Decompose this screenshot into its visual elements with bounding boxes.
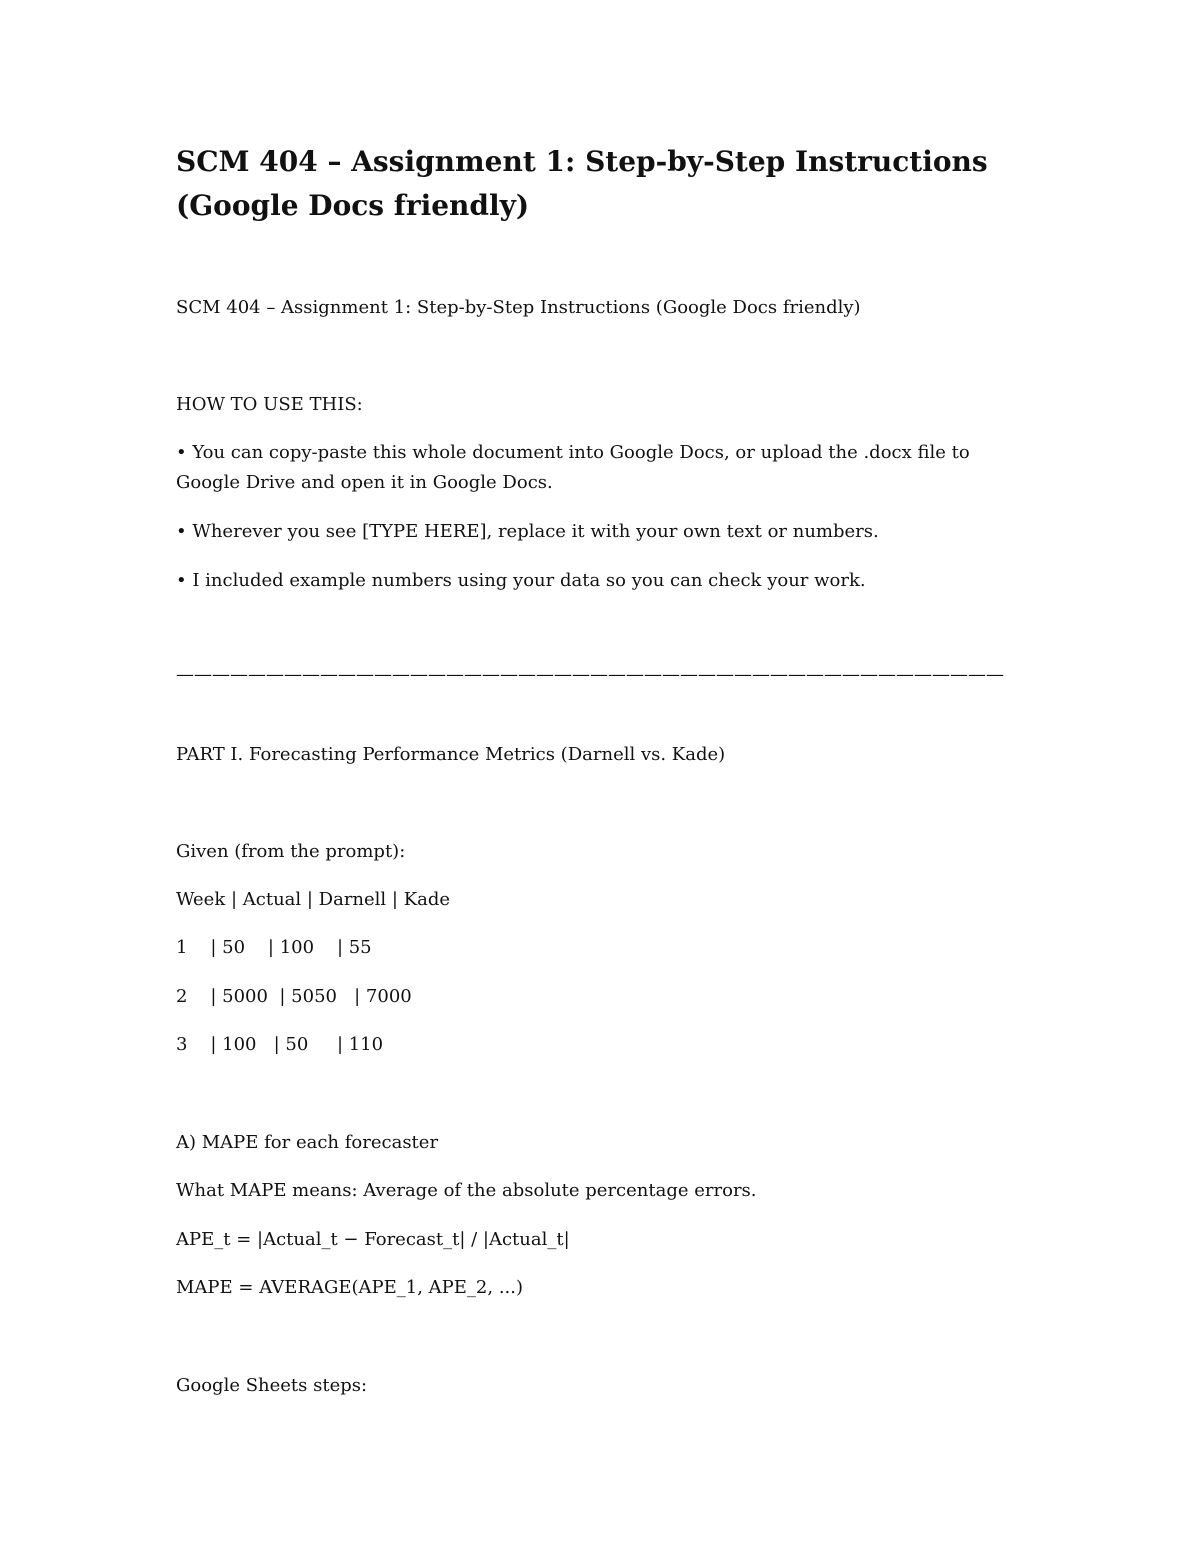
bullet-example-numbers: • I included example numbers using your data so you can check your work. bbox=[176, 570, 866, 591]
mape-formula: MAPE = AVERAGE(APE_1, APE_2, ...) bbox=[176, 1277, 524, 1298]
table-row: 2 | 5000 | 5050 | 7000 bbox=[176, 986, 412, 1007]
table-header: Week | Actual | Darnell | Kade bbox=[176, 889, 451, 910]
given-heading: Given (from the prompt): bbox=[176, 841, 406, 862]
ape-formula: APE_t = |Actual_t − Forecast_t| / |Actual_t| bbox=[176, 1229, 570, 1250]
bullet-type-here: • Wherever you see [TYPE HERE], replace it with your own text or numbers. bbox=[176, 521, 879, 542]
table-row: 3 | 100 | 50 | 110 bbox=[176, 1034, 384, 1055]
part1-heading: PART I. Forecasting Performance Metrics (Darnell vs. Kade) bbox=[176, 744, 726, 765]
section-a-heading: A) MAPE for each forecaster bbox=[176, 1132, 439, 1153]
how-to-heading: HOW TO USE THIS: bbox=[176, 394, 363, 415]
sheets-steps-heading: Google Sheets steps: bbox=[176, 1375, 368, 1396]
document-subtitle: SCM 404 – Assignment 1: Step-by-Step Instructions (Google Docs friendly) bbox=[176, 297, 861, 318]
table-row: 1 | 50 | 100 | 55 bbox=[176, 937, 372, 958]
mape-meaning: What MAPE means: Average of the absolute percentage errors. bbox=[176, 1180, 757, 1201]
separator-line: —————————————————————————————————————————————— bbox=[176, 664, 1004, 685]
document-title: SCM 404 – Assignment 1: Step-by-Step Instructions (Google Docs friendly) bbox=[176, 145, 988, 222]
bullet-copy-paste: • You can copy-paste this whole document into Google Docs, or upload the .docx file to Google Drive and open it in Google Docs. bbox=[176, 442, 970, 493]
